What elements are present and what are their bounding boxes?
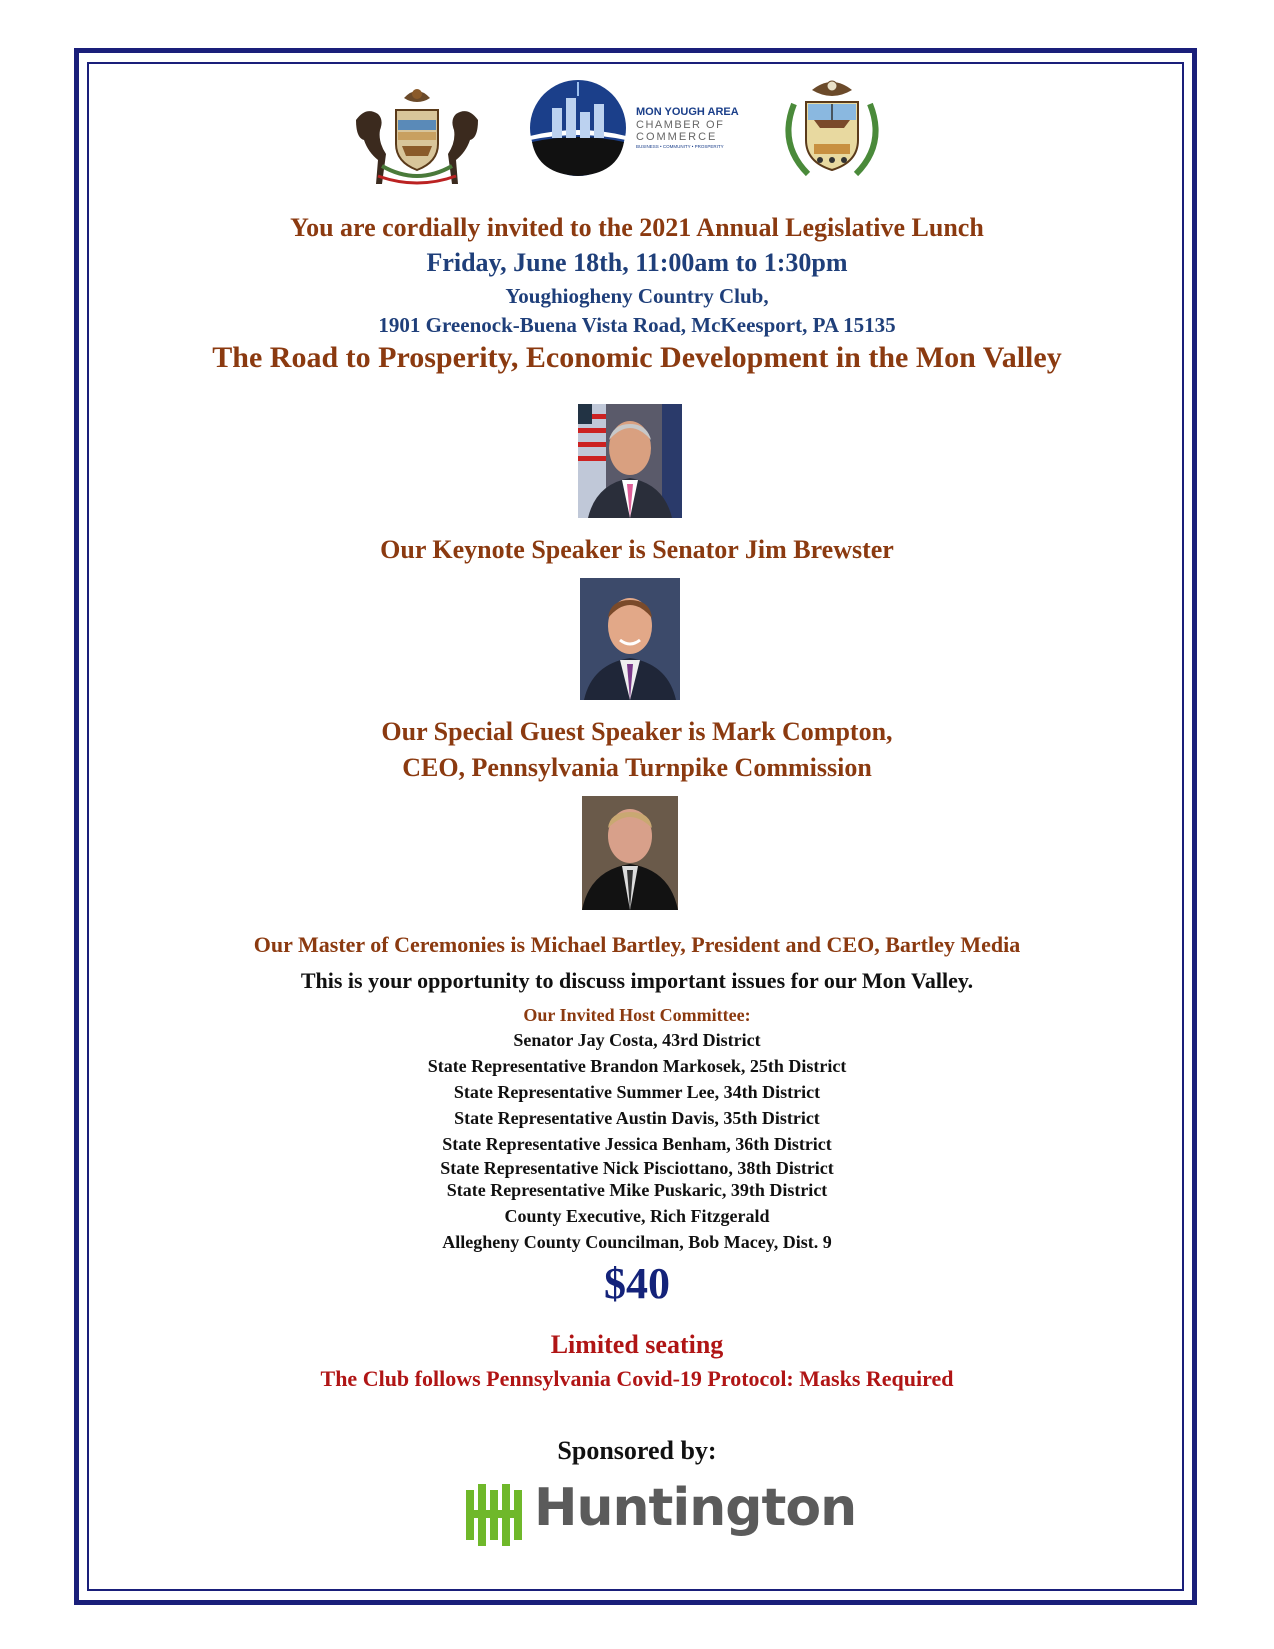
committee-member: County Executive, Rich Fitzgerald: [504, 1206, 770, 1226]
committee-member: Senator Jay Costa, 43rd District: [513, 1030, 761, 1050]
mark-compton-photo: [580, 578, 680, 700]
chamber-name-line1: MON YOUGH AREA: [636, 106, 739, 118]
committee-member: State Representative Jessica Benham, 36th District: [442, 1134, 832, 1154]
limited-seating-notice: Limited seating: [550, 1330, 724, 1359]
allegheny-county-seal-logo: [776, 74, 888, 188]
committee-member: State Representative Brandon Markosek, 25th District: [427, 1056, 847, 1076]
huntington-sponsor-logo: [462, 1478, 857, 1550]
event-date-time: Friday, June 18th, 11:00am to 1:30pm: [426, 248, 848, 277]
guest-speaker-line1: Our Special Guest Speaker is Mark Compton,: [381, 717, 893, 746]
committee-member: State Representative Nick Pisciottano, 38th District: [440, 1158, 834, 1178]
event-theme: The Road to Prosperity, Economic Development in the Mon Valley: [212, 341, 1062, 374]
pennsylvania-coat-of-arms-logo: [338, 80, 496, 188]
senator-brewster-photo: [578, 404, 682, 518]
invitation-headline: You are cordially invited to the 2021 Annual Legislative Lunch: [290, 213, 984, 242]
venue-address: 1901 Greenock-Buena Vista Road, McKeesport, PA 15135: [378, 313, 896, 337]
michael-bartley-photo: [582, 796, 678, 910]
guest-speaker-line2: CEO, Pennsylvania Turnpike Commission: [402, 753, 872, 782]
huntington-mark-icon: [462, 1482, 528, 1548]
chamber-name-line3: COMMERCE: [636, 131, 718, 143]
venue-name: Youghiogheny Country Club,: [505, 284, 769, 308]
committee-member: State Representative Austin Davis, 35th District: [454, 1108, 820, 1128]
opportunity-statement: This is your opportunity to discuss important issues for our Mon Valley.: [300, 968, 974, 993]
committee-member: State Representative Summer Lee, 34th District: [453, 1082, 821, 1102]
committee-member: State Representative Mike Puskaric, 39th District: [446, 1180, 828, 1200]
covid-protocol-notice: The Club follows Pennsylvania Covid-19 Protocol: Masks Required: [320, 1366, 954, 1391]
ticket-price: $40: [604, 1259, 670, 1308]
sponsored-by-label: Sponsored by:: [557, 1436, 717, 1465]
committee-member: Allegheny County Councilman, Bob Macey, Dist. 9: [442, 1232, 832, 1252]
chamber-tagline: BUSINESS • COMMUNITY • PROSPERITY: [636, 144, 724, 149]
committee-heading: Our Invited Host Committee:: [523, 1005, 751, 1025]
master-of-ceremonies: Our Master of Ceremonies is Michael Bartley, President and CEO, Bartley Media: [253, 932, 1021, 957]
mon-yough-chamber-logo: [528, 78, 742, 182]
huntington-wordmark: Huntington: [534, 1478, 857, 1538]
chamber-name-line2: CHAMBER OF: [636, 119, 725, 131]
keynote-speaker: Our Keynote Speaker is Senator Jim Brewster: [380, 535, 894, 564]
